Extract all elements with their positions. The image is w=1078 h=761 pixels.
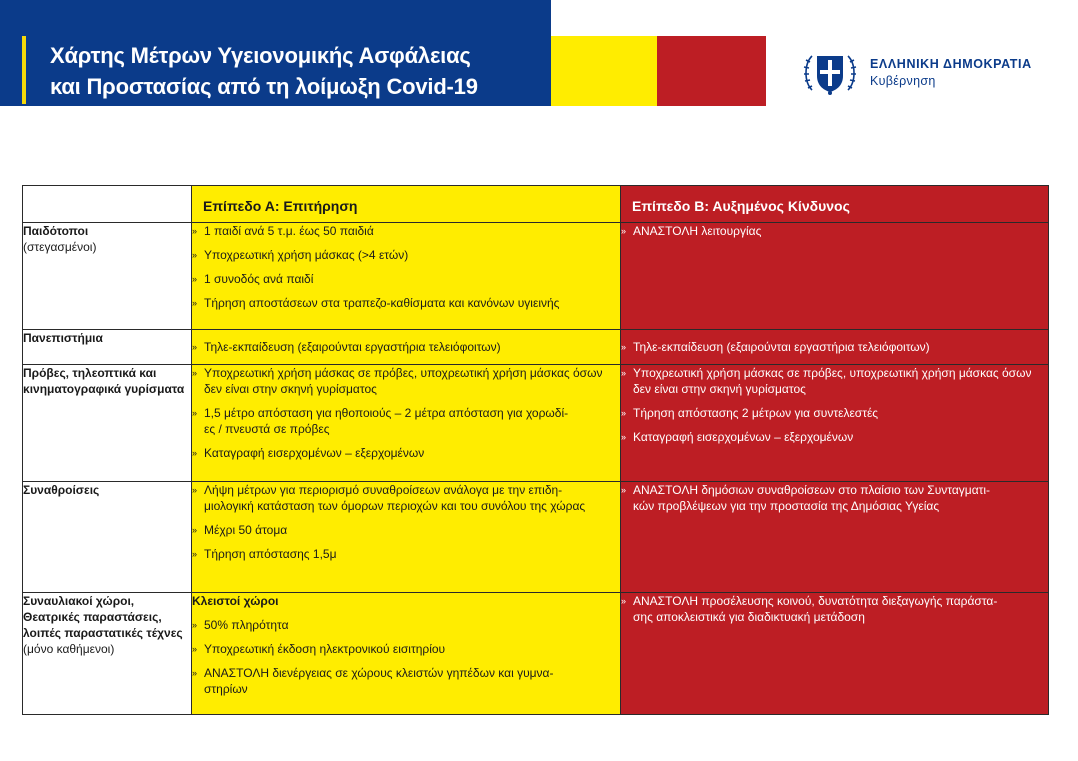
list-item [192,641,620,657]
category-cell [23,223,192,330]
list-item [192,482,620,514]
list-item [621,482,1048,514]
level-b-cell [621,223,1049,330]
bullet-icon: » [621,432,627,442]
list-item [192,223,620,239]
list-item [192,271,620,287]
level-b-color-swatch [657,36,766,106]
bullet-icon: » [192,274,198,284]
list-item [192,365,620,397]
page-title [50,40,545,102]
category-header-cell [23,186,192,223]
measure-text: ΑΝΑΣΤΟΛΗ προσέλευσης κοινού, δυνατότητα διεξαγωγής παράστα- σης αποκλειστικά για διαδικτυακή μετάδοση [633,594,998,624]
list-item [192,445,620,461]
measure-text: Λήψη μέτρων για περιορισμό συναθροίσεων ανάλογα με την επιδη- μιολογική κατάσταση των όμορων περιοχών και του συνόλου της χώρας [204,483,586,513]
measure-text: ΑΝΑΣΤΟΛΗ διενέργειας σε χώρους κλειστών γηπέδων και γυμνα- στηρίων [204,666,554,696]
list-item [621,429,1048,445]
list-item [192,617,620,633]
level-a-cell [192,365,621,482]
category-cell [23,365,192,482]
table-header-row [23,186,1049,223]
level-a-cell [192,482,621,593]
list-item [192,546,620,562]
measure-text: Τηλε-εκπαίδευση (εξαιρούνται εργαστήρια τελειόφοιτων) [204,340,501,354]
bullet-icon: » [192,485,198,495]
title-accent-bar [22,36,26,104]
measure-text: 1,5 μέτρο απόσταση για ηθοποιούς – 2 μέτρα απόσταση για χορωδί- ες / πνευστά σε πρόβες [204,406,569,436]
list-item [192,247,620,263]
measure-text: Καταγραφή εισερχομένων – εξερχομένων [204,446,425,460]
bullet-icon: » [192,525,198,535]
list-item [192,295,620,311]
list-item [192,522,620,538]
category-name: Συναυλιακοί χώροι, Θεατρικές παραστάσεις, λοιπές παραστατικές τέχνες [23,594,183,640]
table-row [23,482,1049,593]
table-row [23,223,1049,330]
bullet-icon: » [192,549,198,559]
greek-coat-of-arms-icon [800,42,860,102]
level-b-header: Επίπεδο Β: Αυξημένος Κίνδυνος [632,198,850,214]
table-row [23,593,1049,715]
measure-text: Καταγραφή εισερχομένων – εξερχομένων [633,430,854,444]
measure-text: ΑΝΑΣΤΟΛΗ δημόσιων συναθροίσεων στο πλαίσιο των Συνταγματι- κών προβλέψεων για την προστασία της Δημόσιας Υγείας [633,483,991,513]
list-item [621,405,1048,421]
bullet-icon: » [192,342,198,352]
bullet-icon: » [192,250,198,260]
category-name: Παιδότοποι [23,224,89,238]
bullet-icon: » [621,342,627,352]
bullet-icon: » [192,226,198,236]
level-a-header-cell [192,186,621,223]
measure-text: Τήρηση απόστασης 2 μέτρων για συντελεστές [633,406,879,420]
level-b-cell [621,330,1049,365]
category-name: Πανεπιστήμια [23,331,103,345]
page-title-line1: Χάρτης Μέτρων Υγειονομικής Ασφάλειας [50,43,471,68]
bullet-icon: » [192,408,198,418]
list-item [621,339,1048,355]
measures-table [22,185,1049,715]
list-item [621,593,1048,625]
level-a-color-swatch [551,36,657,106]
bullet-icon: » [621,368,627,378]
government-subtitle: Κυβέρνηση [870,74,936,88]
measure-text: Υποχρεωτική χρήση μάσκας σε πρόβες, υποχρεωτική χρήση μάσκας όσων δεν είναι στην σκηνή γυρίσματος [204,366,603,396]
level-b-cell [621,593,1049,715]
list-item [192,339,620,355]
level-b-cell [621,482,1049,593]
bullet-icon: » [192,668,198,678]
bullet-icon: » [192,448,198,458]
measure-text: Μέχρι 50 άτομα [204,523,288,537]
measure-text: 50% πληρότητα [204,618,289,632]
category-name: Συναθροίσεις [23,483,100,497]
government-name: ΕΛΛΗΝΙΚΗ ΔΗΜΟΚΡΑΤΙΑ [870,57,1032,71]
category-cell [23,330,192,365]
level-a-cell [192,593,621,715]
category-name: Πρόβες, τηλεοπτικά και κινηματογραφικά γυρίσματα [23,366,185,396]
measure-text: Τηλε-εκπαίδευση (εξαιρούνται εργαστήρια τελειόφοιτων) [633,340,930,354]
table-row [23,330,1049,365]
list-item [621,223,1048,239]
list-item [621,365,1048,397]
bullet-icon: » [621,596,627,606]
bullet-icon: » [192,620,198,630]
category-cell [23,593,192,715]
measure-text: 1 συνοδός ανά παιδί [204,272,314,286]
bullet-icon: » [621,485,627,495]
measure-text: ΑΝΑΣΤΟΛΗ λειτουργίας [633,224,762,238]
measure-text: Υποχρεωτική έκδοση ηλεκτρονικού εισιτηρίου [204,642,446,656]
measure-text: Τήρηση απόστασης 1,5μ [204,547,337,561]
bullet-icon: » [621,408,627,418]
measure-text: Υποχρεωτική χρήση μάσκας (>4 ετών) [204,248,409,262]
bullet-icon: » [621,226,627,236]
level-a-cell [192,330,621,365]
bullet-icon: » [192,368,198,378]
category-cell [23,482,192,593]
list-item [192,665,620,697]
measure-text: Τήρηση αποστάσεων στα τραπεζο-καθίσματα και κανόνων υγιεινής [204,296,560,310]
level-b-cell [621,365,1049,482]
list-item [192,405,620,437]
category-note: (μόνο καθήμενοι) [23,642,115,656]
page-title-line2: και Προστασίας από τη λοίμωξη Covid-19 [50,74,478,99]
bullet-icon: » [192,644,198,654]
measure-text: 1 παιδί ανά 5 τ.μ. έως 50 παιδιά [204,224,374,238]
indoor-subheading: Κλειστοί χώροι [192,594,279,608]
category-note: (στεγασμένοι) [23,240,97,254]
level-a-cell [192,223,621,330]
bullet-icon: » [192,298,198,308]
level-b-header-cell [621,186,1049,223]
table-row [23,365,1049,482]
level-a-header: Επίπεδο Α: Επιτήρηση [203,198,358,214]
measure-text: Υποχρεωτική χρήση μάσκας σε πρόβες, υποχρεωτική χρήση μάσκας όσων δεν είναι στην σκηνή γυρίσματος [633,366,1032,396]
